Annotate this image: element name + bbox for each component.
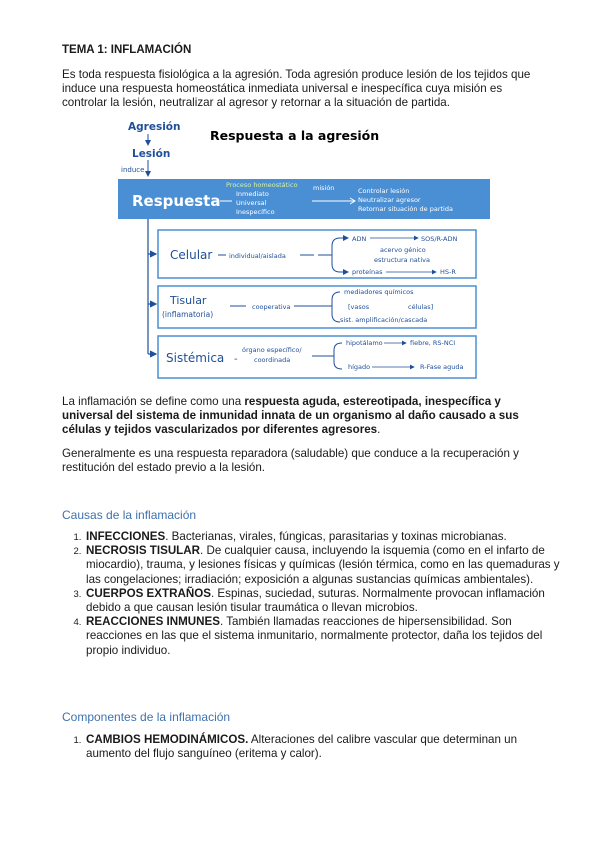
- celular-item-proteinas: proteínas: [352, 268, 383, 276]
- tisular-item-celulas: células]: [408, 303, 434, 311]
- sistemica-item-fase: R-Fase aguda: [420, 363, 464, 371]
- general-paragraph: Generalmente es una respuesta reparadora (saludable) que conduce a la recuperación y restitución del estado previo a la lesión.: [62, 447, 519, 474]
- celular-item-adn: ADN: [352, 235, 367, 243]
- definition-pre: La inflamación se define como una: [62, 395, 245, 408]
- goal-3: Retornar situación de partida: [358, 205, 453, 213]
- sistemica-label: Sistémica: [166, 351, 225, 365]
- definition-bold: respuesta aguda, estereotipada, inespecífica y universal del sistema de inmunidad innata de un organismo al daño causado a sus células y tejidos vascularizados por diferentes agresores: [62, 395, 519, 436]
- celular-mode: individual/aislada: [229, 252, 286, 260]
- sistemica-item-fiebre: fiebre, RS-NCI: [410, 339, 456, 347]
- tisular-sub: (inflamatoria): [162, 310, 214, 319]
- svg-text:-: -: [234, 354, 238, 365]
- lesion-label: Lesión: [132, 148, 171, 160]
- sistemica-mode-1: órgano específico/: [242, 346, 302, 354]
- tisular-mode: cooperativa: [252, 303, 291, 311]
- list-item: 1. INFECCIONES. Bacterianas, virales, fúngicas, parasitarias y toxinas microbianas.: [84, 530, 564, 544]
- sistemica-item-hipotalamo: hipotálamo: [346, 339, 383, 347]
- prop-2: Universal: [236, 199, 267, 207]
- sistemica-mode-2: coordinada: [254, 356, 291, 364]
- celular-item-acervo: acervo génico: [380, 246, 426, 254]
- tisular-item-mediadores: mediadores químicos: [344, 288, 414, 296]
- sistemica-item-higado: hígado: [348, 363, 371, 371]
- respuesta-label: Respuesta: [132, 192, 221, 210]
- mision-label: misión: [313, 184, 335, 192]
- induce-label: induce: [121, 166, 145, 174]
- list-item: 3. CUERPOS EXTRAÑOS. Espinas, suciedad, suturas. Normalmente provocan inflamación debido a que causan lesión tisular traumática o llevan microbios.: [84, 587, 564, 615]
- tisular-label: Tisular: [170, 294, 207, 307]
- prop-3: Inespecífico: [236, 208, 275, 216]
- celular-label: Celular: [170, 248, 213, 262]
- goal-2: Neutralizar agresor: [358, 196, 421, 204]
- agresion-label: Agresión: [128, 121, 181, 133]
- goal-1: Controlar lesión: [358, 187, 410, 195]
- intro-paragraph: Es toda respuesta fisiológica a la agresión. Toda agresión produce lesión de los tejidos que induce una respuesta homeostática inmediata universal e inespecífica cuya misión es controlar la lesión, neutralizar al agresor y retornar a la situación de partida.: [62, 68, 531, 109]
- celular-item-estructura: estructura nativa: [374, 256, 430, 264]
- causes-heading: Causas de la inflamación: [62, 508, 197, 522]
- response-diagram: [118, 116, 498, 386]
- list-item: 4. REACCIONES INMUNES. También llamadas reacciones de hipersensibilidad. Son reacciones en las que el sistema inmunitario, normalmente protector, daña los tejidos del propio individuo.: [84, 615, 564, 658]
- definition-post: .: [377, 423, 381, 436]
- diagram-title: Respuesta a la agresión: [210, 128, 380, 143]
- tisular-item-vasos: [vasos: [348, 303, 370, 311]
- definition-paragraph: [62, 395, 540, 437]
- list-item: 2. NECROSIS TISULAR. De cualquier causa, incluyendo la isquemia (como en el infarto de miocardio), trauma, y lesiones físicas y químicas (lesión térmica, como en las quemaduras y las congelaciones; irradiación; exposición a algunas sustancias químicas ambientales).: [84, 544, 564, 587]
- components-heading: Componentes de la inflamación: [62, 710, 231, 724]
- tisular-item-sist: sist. amplificación/cascada: [340, 316, 428, 324]
- celular-item-hsr: HS-R: [440, 268, 456, 276]
- celular-item-sos: SOS/R-ADN: [421, 235, 458, 243]
- prop-1: Inmediato: [236, 190, 269, 198]
- list-item: 1. CAMBIOS HEMODINÁMICOS. Alteraciones del calibre vascular que determinan un aumento del flujo sanguíneo (eritema y calor).: [84, 733, 564, 761]
- proceso-label: Proceso homeostático: [226, 181, 298, 189]
- document-title: TEMA 1: INFLAMACIÓN: [62, 44, 192, 56]
- causes-list: [62, 530, 564, 658]
- components-list: [62, 733, 564, 761]
